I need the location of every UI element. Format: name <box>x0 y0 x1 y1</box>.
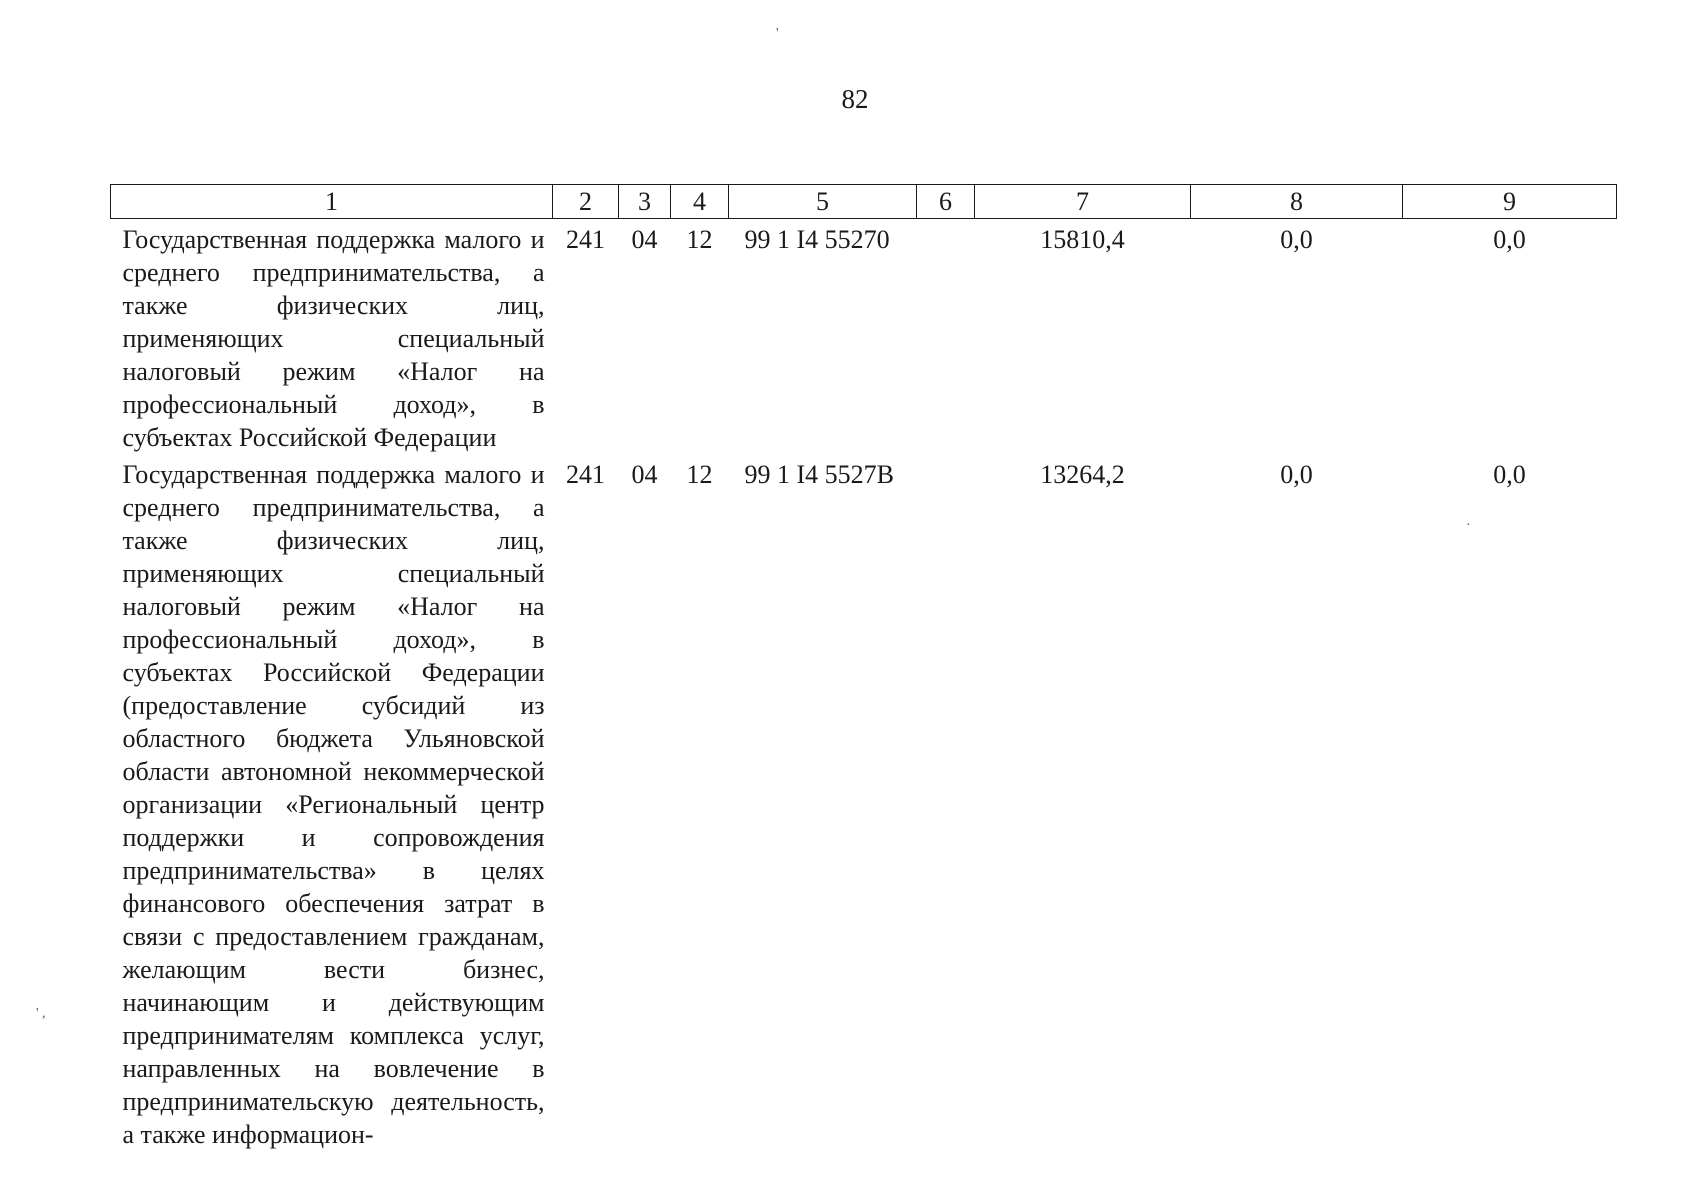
scan-artifact-dot: · <box>1466 518 1471 533</box>
scan-artifact-top: ' <box>776 26 779 41</box>
section-code-cell: 04 <box>631 460 658 489</box>
row-name-cell: Государственная поддержка малого и среднего предпринимательства, а также физических лиц, применяющих специальный налоговый режим «Налог на профессиональный доход», в субъектах Российской Федерации (предоставление субсидий из областного бюджета Ульяновской области автономной некоммерческой организации «Региональный центр поддержки и сопровождения предпринимательства» в целях финансового обеспечения затрат в связи с предоставлением гражданам, желающим вести бизнес, начинающим и действующим предпринимателям комплекса услуг, направленных на вовлечение в предпринимательскую деятельность, а также информацион- <box>122 460 545 1149</box>
column-header-1: 1 <box>111 185 553 219</box>
column-header-6: 6 <box>917 185 975 219</box>
section-code-cell: 04 <box>631 225 658 254</box>
subsection-code-cell: 12 <box>686 225 713 254</box>
column-header-2: 2 <box>553 185 619 219</box>
amount-col7-cell: 15810,4 <box>1040 225 1125 254</box>
column-header-8: 8 <box>1191 185 1403 219</box>
amount-col8-cell: 0,0 <box>1280 460 1313 489</box>
target-item-code-cell: 99 1 I4 55270 <box>744 225 890 254</box>
table-header-row <box>111 185 1617 219</box>
column-header-5: 5 <box>729 185 917 219</box>
amount-col7-cell: 13264,2 <box>1040 460 1125 489</box>
expense-type-cell <box>917 454 975 1151</box>
amount-col8-cell: 0,0 <box>1280 225 1313 254</box>
expense-type-cell <box>917 219 975 455</box>
column-header-7: 7 <box>975 185 1191 219</box>
row-name-cell: Государственная поддержка малого и среднего предпринимательства, а также физических лиц, применяющих специальный налоговый режим «Налог на профессиональный доход», в субъектах Российской Федерации <box>122 225 545 452</box>
target-item-code-cell: 99 1 I4 5527B <box>744 460 894 489</box>
page-number: 82 <box>841 84 869 114</box>
amount-col9-cell: 0,0 <box>1493 460 1526 489</box>
column-header-9: 9 <box>1403 185 1617 219</box>
amount-col9-cell: 0,0 <box>1493 225 1526 254</box>
subsection-code-cell: 12 <box>686 460 713 489</box>
column-header-3: 3 <box>619 185 671 219</box>
budget-table <box>110 184 1617 1151</box>
ministry-code-cell: 241 <box>566 460 605 489</box>
column-header-4: 4 <box>671 185 729 219</box>
ministry-code-cell: 241 <box>566 225 605 254</box>
scan-artifact-side: ' , <box>36 1006 46 1021</box>
table-row <box>111 454 1617 1151</box>
table-row <box>111 219 1617 455</box>
